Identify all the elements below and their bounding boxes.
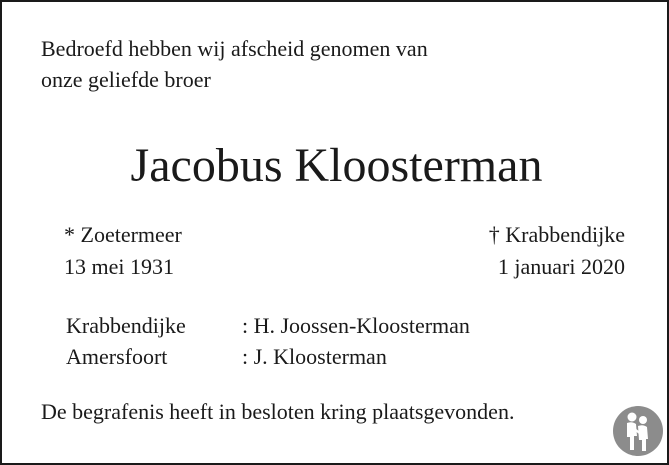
closing-text: De begrafenis heeft in besloten kring plaatsgevonden.	[41, 399, 515, 424]
relative-row	[66, 315, 470, 337]
deceased-name: Jacobus Kloosterman	[130, 139, 543, 192]
death-place: † Krabbendijke	[488, 222, 625, 247]
relative-name: : H. Joossen-Kloosterman	[242, 313, 470, 338]
relative-place: Krabbendijke	[66, 313, 186, 338]
birth-place: * Zoetermeer	[64, 222, 182, 247]
death-date: 1 januari 2020	[497, 254, 625, 279]
birth-date: 13 mei 1931	[64, 254, 174, 279]
intro-line-2: onze geliefde broer	[41, 67, 211, 92]
relative-row	[66, 346, 387, 368]
relative-place: Amersfoort	[66, 344, 168, 369]
relative-name: : J. Kloosterman	[242, 344, 387, 369]
mourning-figures-logo-icon	[613, 406, 663, 456]
intro-line-1: Bedroefd hebben wij afscheid genomen van	[41, 36, 428, 61]
